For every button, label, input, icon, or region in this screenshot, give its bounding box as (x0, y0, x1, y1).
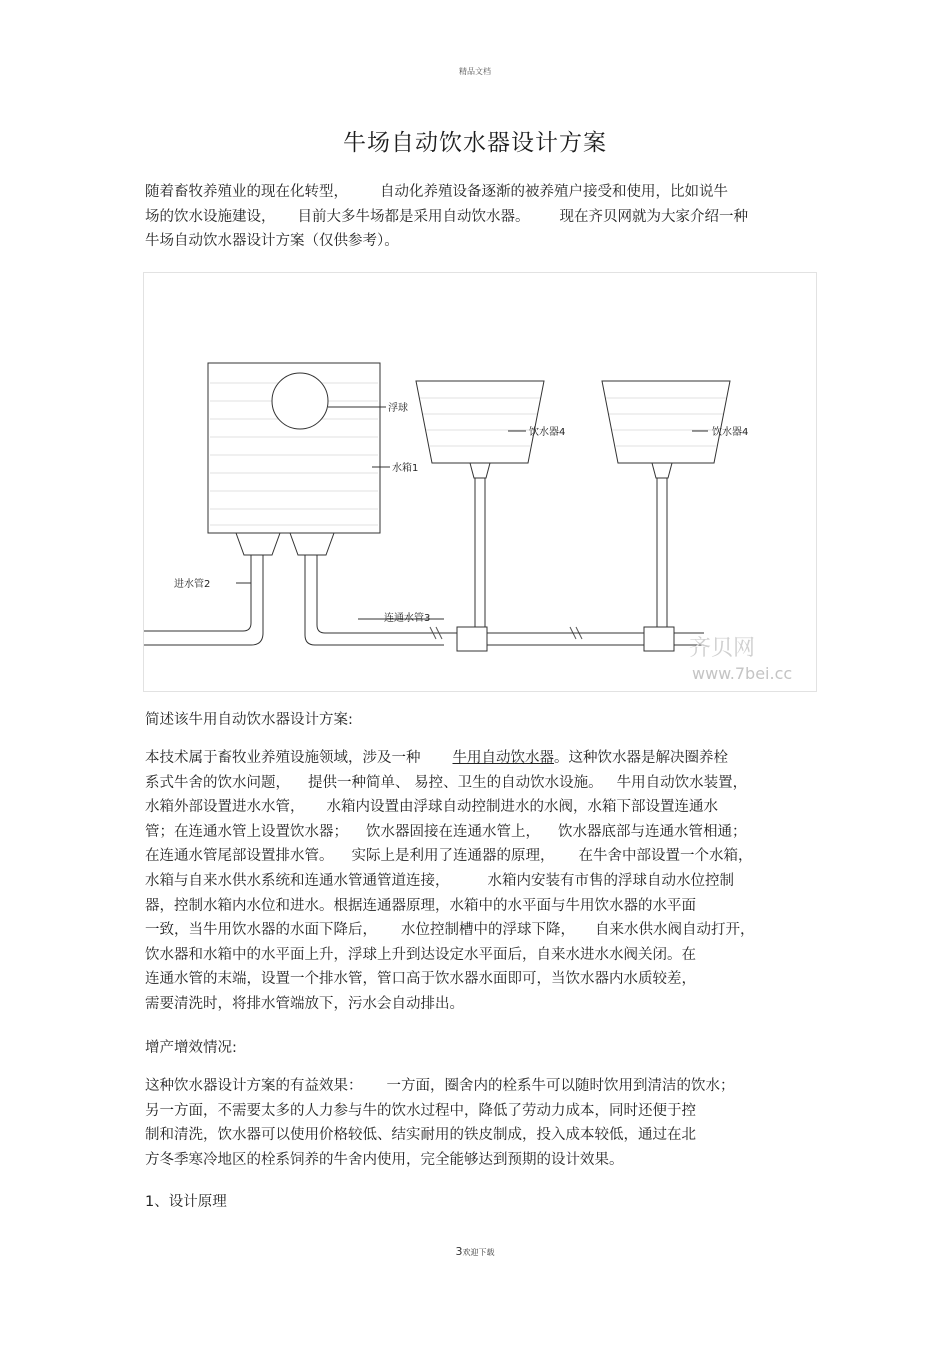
water-system-diagram (143, 272, 817, 692)
text-run: 制和清洗，饮水器可以使用价格较低、结实耐用的铁皮制成，投入成本较低，通过在北 (145, 1127, 696, 1144)
text-run: 水箱内设置由浮球自动控制进水的水阀，水箱下部设置连通水 (326, 799, 718, 816)
benefit-heading: 增产增效情况: (145, 1040, 237, 1056)
text-run: 器，控制水箱内水位和进水。根据连通器原理，水箱中的水平面与牛用饮水器的水平面 (145, 897, 696, 914)
page-header: 精品文档 (459, 67, 491, 76)
footer-text: 欢迎下载 (462, 1248, 495, 1257)
body-line (145, 992, 805, 1017)
section-heading: 1、设计原理 (145, 1194, 227, 1210)
tee-joint-a (457, 627, 487, 651)
text-run: 方冬季寒冷地区的栓系饲养的牛舍内使用，完全能够达到预期的设计效果。 (145, 1151, 624, 1168)
body-line (145, 869, 805, 894)
drinker-a-water-lines (420, 398, 540, 446)
body-line (145, 967, 805, 992)
text-run: 需要清洗时，将排水管端放下，污水会自动排出。 (145, 995, 464, 1012)
body-line (145, 771, 805, 796)
text-run: 本技术属于畜牧业养殖设施领域，涉及一种 (145, 750, 421, 766)
inlet-pipe (144, 555, 251, 631)
tank-outlet-right (290, 533, 334, 555)
benefit-line (145, 1099, 805, 1124)
text-run: 在牛舍中部设置一个水箱， (578, 848, 753, 865)
text-run: 饮水器底部与连通水管相通； (558, 823, 747, 840)
drinker-a-neck (470, 463, 490, 478)
benefit-line (145, 1148, 805, 1173)
inline-link[interactable]: 牛用自动饮水器 (452, 750, 554, 766)
float-ball (272, 373, 328, 429)
label-connector: 连通水管3 (384, 613, 431, 624)
text-run: 一方面，圈舍内的栓系牛可以随时饮用到清洁的饮水； (386, 1078, 735, 1094)
text-run: 牛用自动饮水装置， (616, 774, 748, 791)
text-run: 这种饮水器设计方案的有益效果： (145, 1078, 363, 1094)
body-paragraph (145, 746, 805, 1017)
drinker-a (416, 381, 544, 463)
intro-line (145, 229, 805, 254)
text-run: 目前大多牛场都是采用自动饮水器。 (297, 208, 530, 225)
watermark-brand: 齐贝网 (689, 636, 756, 661)
label-drinker-b: 饮水器4 (712, 427, 749, 438)
text-run: 在连通水管尾部设置排水管。 (145, 848, 334, 865)
text-run: 水位控制槽中的浮球下降， (401, 922, 575, 939)
label-drinker-a: 饮水器4 (529, 427, 566, 438)
body-line (145, 943, 805, 968)
body-line (145, 746, 805, 771)
text-run: 现在齐贝网就为大家介绍一种 (559, 208, 748, 225)
benefit-line (145, 1074, 805, 1099)
drinker-b-water-lines (606, 398, 726, 446)
tank-outlet-left (236, 533, 280, 555)
text-run: 水箱内安装有市售的浮球自动水位控制 (487, 872, 734, 889)
body-line (145, 820, 805, 845)
label-float: 浮球 (388, 403, 408, 414)
text-run: 水箱与自来水供水系统和连通水管通管道连接， (145, 872, 450, 889)
label-inlet: 进水管2 (174, 579, 211, 590)
intro-line (145, 205, 805, 230)
document-title: 牛场自动饮水器设计方案 (343, 130, 607, 156)
page-footer (0, 1245, 950, 1258)
drinker-b (602, 381, 730, 463)
text-run: 系式牛舍的饮水问题， (145, 774, 290, 791)
text-run: 。这种饮水器是解决圈养栓 (554, 750, 728, 766)
text-run: 牛场自动饮水器设计方案（仅供参考）。 (145, 233, 399, 250)
summary-heading: 简述该牛用自动饮水器设计方案: (145, 712, 353, 728)
connector-pipe (305, 555, 444, 645)
page-number: 3 (455, 1245, 463, 1258)
text-run: 场的饮水设施建设， (145, 208, 276, 225)
text-run: 随着畜牧养殖业的现在化转型， (145, 184, 348, 200)
text-run: 饮水器和水箱中的水平面上升，浮球上升到达设定水平面后，自来水进水水阀关闭。在 (145, 946, 696, 963)
text-run: 饮水器固接在连通水管上， (366, 823, 540, 840)
benefit-line (145, 1123, 805, 1148)
benefit-paragraph (145, 1074, 805, 1172)
text-run: 实际上是利用了连通器的原理， (351, 848, 555, 865)
text-run: 水箱外部设置进水水管， (145, 799, 305, 816)
body-line (145, 795, 805, 820)
body-line (145, 844, 805, 869)
text-run: 管；在连通水管上设置饮水器； (145, 823, 348, 840)
intro-paragraph (145, 180, 805, 254)
text-run: 自来水供水阀自动打开， (595, 922, 755, 939)
text-run: 另一方面，不需要太多的人力参与牛的饮水过程中，降低了劳动力成本，同时还便于控 (145, 1102, 696, 1119)
drinker-b-neck (652, 463, 672, 478)
text-run: 连通水管的末端，设置一个排水管，管口高于饮水器水面即可，当饮水器内水质较差， (145, 971, 696, 988)
intro-line (145, 180, 805, 205)
label-tank: 水箱1 (392, 463, 419, 474)
diagram-svg (144, 273, 816, 691)
text-run: 自动化养殖设备逐渐的被养殖户接受和使用，比如说牛 (380, 184, 728, 200)
text-run: 提供一种简单、 易控、卫生的自动饮水设施。 (308, 774, 603, 791)
watermark-url: www.7bei.cc (692, 664, 793, 683)
text-run: 一致，当牛用饮水器的水面下降后， (145, 922, 377, 939)
tee-joint-b (644, 627, 674, 651)
body-line (145, 894, 805, 919)
body-line (145, 918, 805, 943)
